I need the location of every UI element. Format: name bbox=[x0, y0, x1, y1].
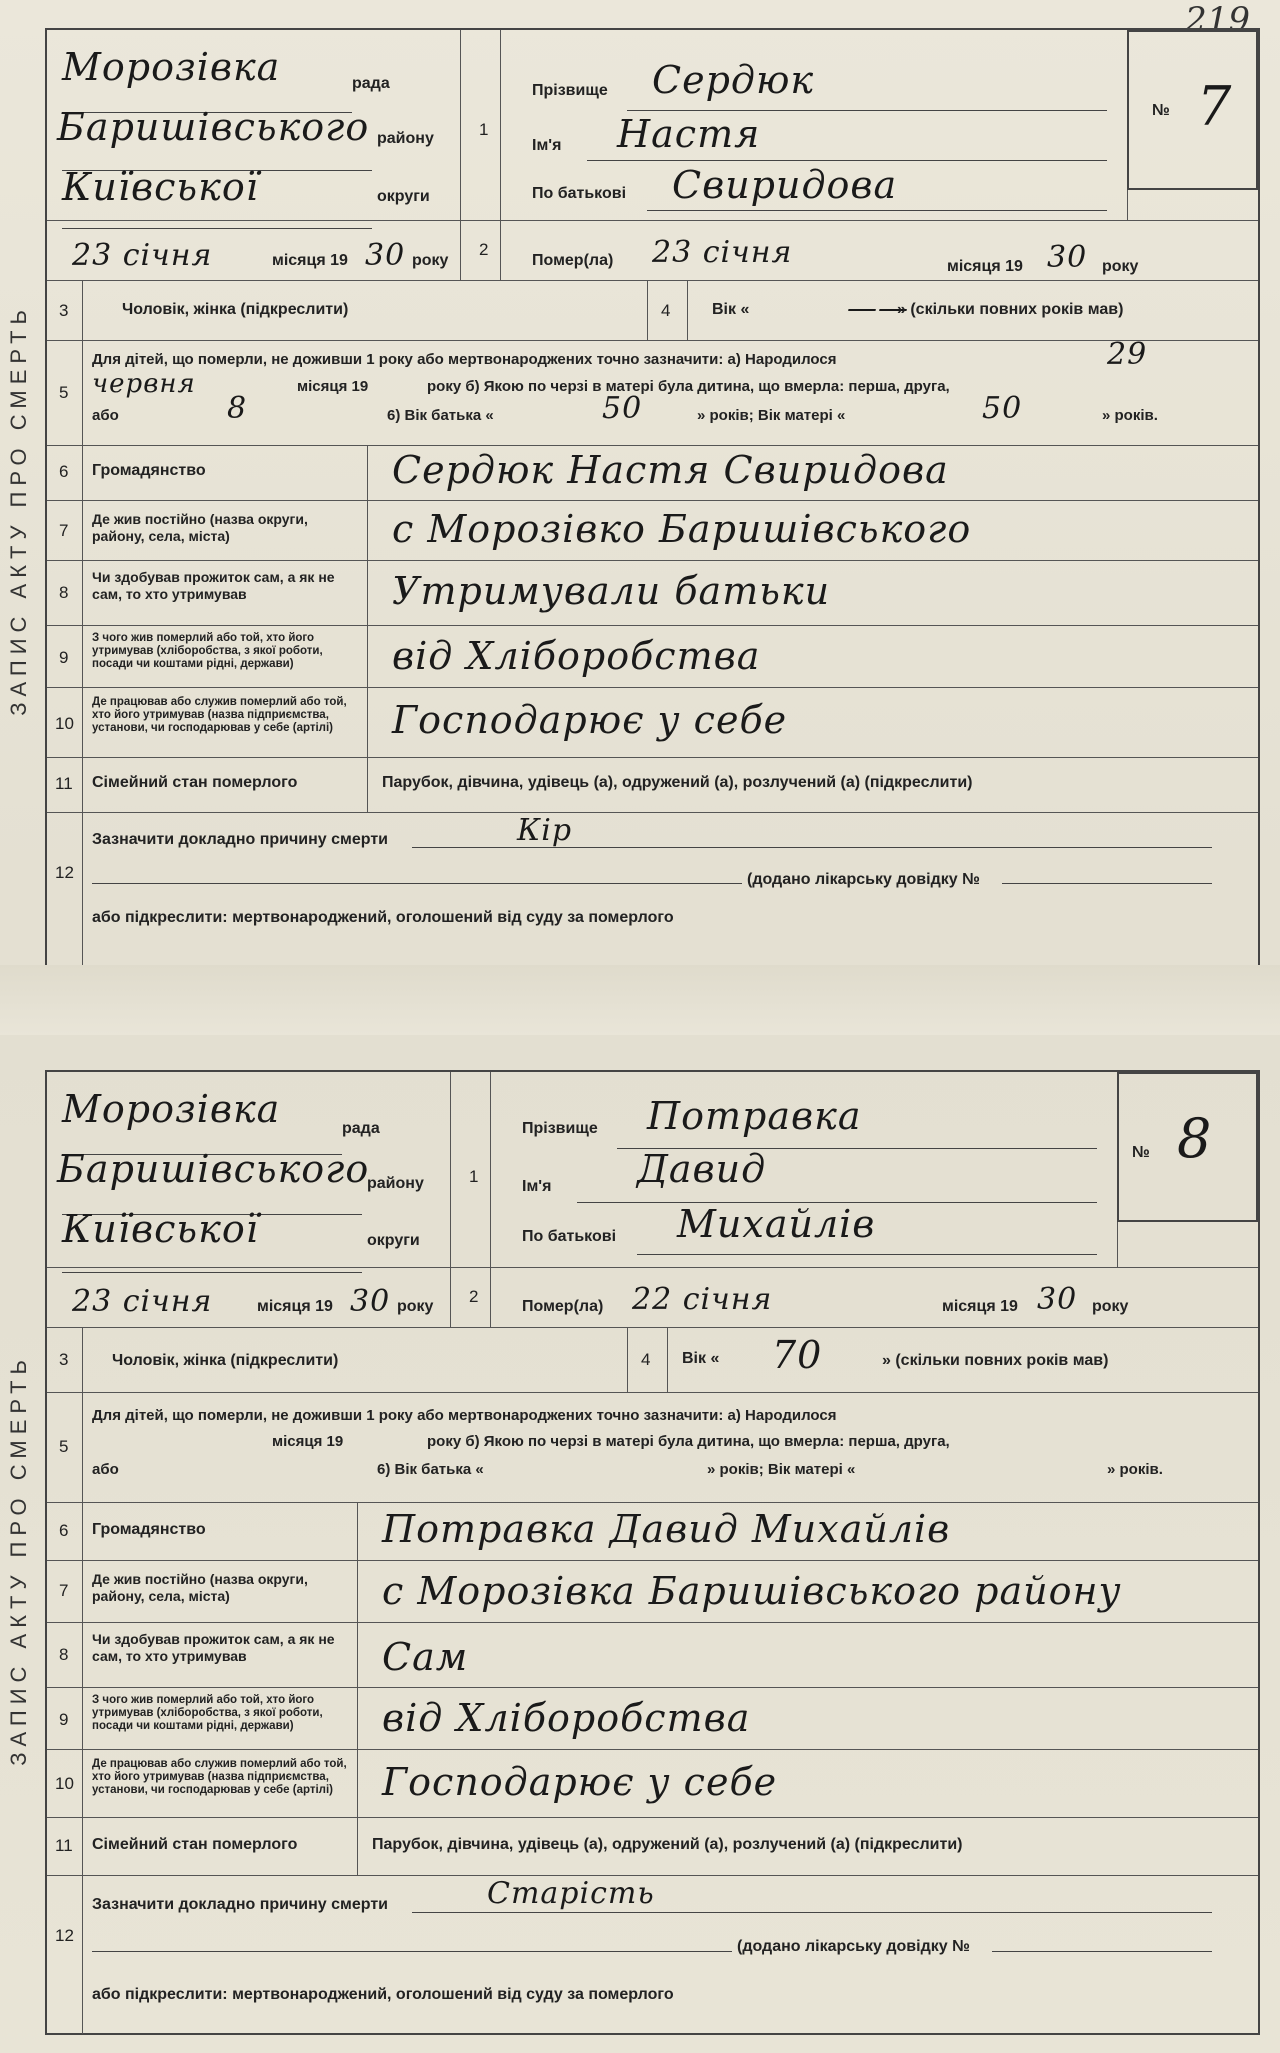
support-hw-2: Сам bbox=[382, 1635, 469, 1679]
death-roku-label: року bbox=[1102, 258, 1139, 275]
age-hw: —— bbox=[847, 291, 909, 326]
surname-hw: Сердюк bbox=[652, 58, 815, 102]
children-line3c-2: » років; Вік матері « bbox=[707, 1461, 856, 1478]
reg-year-hw-2: 30 bbox=[350, 1284, 391, 1319]
z-choho-label: З чого жив померлий або той, хто його утримував (хліборобства, з якої роботи, посади чи коштами рідні, держави) bbox=[92, 632, 323, 670]
death-date-hw: 23 січня bbox=[652, 235, 793, 270]
residence-hw: с Морозівко Баришівського bbox=[392, 507, 972, 551]
children-line2b-2: року б) Якою по черзі в матері була дитина, що вмерла: перша, друга, bbox=[427, 1433, 950, 1450]
children-line3c: » років; Вік матері « bbox=[697, 407, 846, 424]
chy-zdobuvav-label: Чи здобував прожиток сам, а як не сам, то хто утримував bbox=[92, 569, 335, 602]
death-record-7: 1 2 Морозівка рада Баришівського району Київської округи 23 січня місяця 19 30 року Прізвище Сердюк Ім'я Настя По батькові Свиридова № 7 Помер(ла) 23 січня місяця 19 30 року 3 Чоловік, жінка (підкреслити) 4 Вік « —— » (скільки повних років мав) 5 Для дітей, що померли, не доживши 1 року або мертвонароджених точно зазначити: а) Народилося 29 червня місяця 19 року б) Якою по черзі в матері була дитина, що вмерла: перша, друга, або 8 6) Вік батька « 50 » років; Вік матері « 50 » років. 6 Громадянство Сердюк Настя Свиридова 7 Де жив постійно (назва округи, району, села, міста) с Морозівко Баришівського 8 Чи здобував прожиток сам, а як не сам, то хто утримував Утримували батьки 9 З чого жив померлий або той, хто його утримував (хліборобства, з якої роботи, посади чи коштами рідні, держави) від Хліборобства 10 Де працював або служив померлий або той, хто його утримував (назва підприємства, установи, чи господарював у себе (артілі) Господарює у себе 11 Сімейний стан померлого Парубок, дівчина, удівець (а), одружений (а), розлучений (а) (підкреслити) 12 Зазначити докладно причину смерти Кір (додано лікарську довідку № або підкреслити: мертвонароджений, оголошений від суду за померлого bbox=[45, 28, 1260, 968]
support-hw: Утримували батьки bbox=[392, 569, 831, 613]
record-separator bbox=[0, 965, 1280, 1035]
citizenship-hw-2: Потравка Давид Михайлів bbox=[382, 1507, 951, 1551]
death-misyatsya-label: місяця 19 bbox=[947, 258, 1023, 275]
cause-hw: Кір bbox=[517, 813, 573, 848]
death-misyatsya-label-2: місяця 19 bbox=[942, 1298, 1018, 1315]
children-line3a-2: або bbox=[92, 1461, 119, 1478]
imya-label-2: Ім'я bbox=[522, 1178, 552, 1195]
record-number-hw-2: 8 bbox=[1177, 1107, 1213, 1170]
de-pratsyuvav-label-2: Де працював або служив померлий або той, хто його утримував (назва підприємства, установи, чи господарював у себе (артілі) bbox=[92, 1758, 347, 1796]
village-hw-2: Морозівка bbox=[62, 1087, 281, 1131]
record-number-hw: 7 bbox=[1197, 75, 1233, 138]
folio-number: 219 bbox=[1185, 0, 1250, 40]
okrugy-label-2: округи bbox=[367, 1232, 420, 1249]
prizvyshche-label: Прізвище bbox=[532, 82, 608, 99]
side-title-text-2: ЗАПИС АКТУ ПРО СМЕРТЬ bbox=[6, 1354, 31, 1766]
children-line3d: » років. bbox=[1102, 407, 1158, 424]
no-label-2: № bbox=[1132, 1144, 1150, 1161]
vik-tail-label: » (скільки повних років мав) bbox=[897, 301, 1124, 318]
children-line2a-2: місяця 19 bbox=[272, 1433, 344, 1450]
de-zhyv-label-2: Де жив постійно (назва округи, району, села, міста) bbox=[92, 1571, 308, 1604]
dovidka-label: (додано лікарську довідку № bbox=[747, 871, 980, 888]
children-line3a: або bbox=[92, 407, 119, 424]
district-hw-2: Баришівського bbox=[57, 1147, 370, 1191]
abo-label: або підкреслити: мертвонароджений, оголошений від суду за померлого bbox=[92, 909, 674, 926]
rada-label-2: рада bbox=[342, 1120, 380, 1137]
cause-hw-2: Старість bbox=[487, 1876, 655, 1911]
death-date-hw-2: 22 січня bbox=[632, 1282, 773, 1317]
residence-hw-2: с Морозівка Баришівського району bbox=[382, 1569, 1122, 1613]
cholovik-label-2: Чоловік, жінка (підкреслити) bbox=[112, 1352, 339, 1369]
village-hw: Морозівка bbox=[62, 45, 281, 89]
reg-date-hw: 23 січня bbox=[72, 238, 213, 273]
children-line3b-2: 6) Вік батька « bbox=[377, 1461, 484, 1478]
z-choho-label-2: З чого жив померлий або той, хто його утримував (хліборобства, з якої роботи, посади чи коштами рідні, держави) bbox=[92, 1694, 323, 1732]
vik-tail-label-2: » (скільки повних років мав) bbox=[882, 1352, 1109, 1369]
citizenship-hw: Сердюк Настя Свиридова bbox=[392, 448, 949, 492]
side-title-1 bbox=[0, 200, 38, 820]
children-line3d-2: » років. bbox=[1107, 1461, 1163, 1478]
po-batkovi-label-2: По батькові bbox=[522, 1228, 617, 1245]
prychyna-label: Зазначити докладно причину смерти bbox=[92, 831, 388, 848]
patronymic-hw-2: Михайлів bbox=[677, 1202, 876, 1246]
order-hw: 8 bbox=[227, 391, 248, 426]
misyatsya-label: місяця 19 bbox=[272, 252, 348, 269]
vik-label: Вік « bbox=[712, 301, 750, 318]
prychyna-label-2: Зазначити докладно причину смерти bbox=[92, 1896, 388, 1913]
simeynyi-options-2: Парубок, дівчина, удівець (а), одружений (а), розлучений (а) (підкреслити) bbox=[372, 1836, 963, 1853]
children-line1-2: Для дітей, що померли, не доживши 1 року або мертвонароджених точно зазначити: а) Народилося bbox=[92, 1407, 837, 1424]
work-hw: Господарює у себе bbox=[392, 698, 788, 742]
rayonu-label-2: району bbox=[367, 1175, 424, 1192]
death-year-hw: 30 bbox=[1047, 240, 1088, 275]
source-hw: від Хліборобства bbox=[392, 634, 761, 678]
pomer-label: Помер(ла) bbox=[532, 252, 614, 269]
side-title-2 bbox=[0, 1250, 38, 1870]
vik-label-2: Вік « bbox=[682, 1350, 720, 1367]
name-hw-2: Давид bbox=[637, 1147, 767, 1191]
side-title-text: ЗАПИС АКТУ ПРО СМЕРТЬ bbox=[6, 304, 31, 716]
okruha-hw: Київської bbox=[62, 165, 259, 209]
imya-label: Ім'я bbox=[532, 137, 562, 154]
surname-hw-2: Потравка bbox=[647, 1094, 862, 1138]
death-record-8: 1 2 Морозівка рада Баришівського району Київської округи 23 січня місяця 19 30 року Прізвище Потравка Ім'я Давид По батькові Михайлів № 8 Помер(ла) 22 січня місяця 19 30 року 3 Чоловік, жінка (підкреслити) 4 Вік « 70 » (скільки повних років мав) 5 Для дітей, що померли, не доживши 1 року або мертвонароджених точно зазначити: а) Народилося місяця 19 року б) Якою по черзі в матері була дитина, що вмерла: перша, друга, або 6) Вік батька « » років; Вік матері « » років. 6 Громадянство Потравка Давид Михайлів 7 Де жив постійно (назва округи, району, села, міста) с Морозівка Баришівського району 8 Чи здобував прожиток сам, а як не сам, то хто утримував Сам 9 З чого жив померлий або той, хто його утримував (хліборобства, з якої роботи, посади чи коштами рідні, держави) від Хліборобства 10 Де працював або служив померлий або той, хто його утримував (назва підприємства, установи, чи господарював у себе (артілі) Господарює у себе 11 Сімейний стан померлого Парубок, дівчина, удівець (а), одружений (а), розлучений (а) (підкреслити) 12 Зазначити докладно причину смерти Старість (додано лікарську довідку № або підкреслити: мертвонароджений, оголошений від суду за померлого bbox=[45, 1070, 1260, 2035]
po-batkovi-label: По батькові bbox=[532, 185, 627, 202]
pomer-label-2: Помер(ла) bbox=[522, 1298, 604, 1315]
born-day-hw: 29 bbox=[1107, 337, 1148, 372]
roku-label-2: року bbox=[397, 1298, 434, 1315]
death-roku-label-2: року bbox=[1092, 1298, 1129, 1315]
simeynyi-options: Парубок, дівчина, удівець (а), одружений (а), розлучений (а) (підкреслити) bbox=[382, 774, 973, 791]
de-zhyv-label: Де жив постійно (назва округи, району, села, міста) bbox=[92, 511, 308, 544]
born-month-hw: червня bbox=[92, 369, 196, 399]
simeynyi-stan-label: Сімейний стан померлого bbox=[92, 774, 298, 791]
children-line3b: 6) Вік батька « bbox=[387, 407, 494, 424]
chy-zdobuvav-label-2: Чи здобував прожиток сам, а як не сам, то хто утримував bbox=[92, 1631, 335, 1664]
death-year-hw-2: 30 bbox=[1037, 1282, 1078, 1317]
okrugy-label: округи bbox=[377, 188, 430, 205]
reg-year-hw: 30 bbox=[365, 238, 406, 273]
mother-age-hw: 50 bbox=[982, 391, 1023, 426]
rayonu-label: району bbox=[377, 130, 434, 147]
work-hw-2: Господарює у себе bbox=[382, 1760, 778, 1804]
dovidka-label-2: (додано лікарську довідку № bbox=[737, 1938, 970, 1955]
hromadyanstvo-label: Громадянство bbox=[92, 462, 206, 479]
roku-label: року bbox=[412, 252, 449, 269]
de-pratsyuvav-label: Де працював або служив померлий або той, хто його утримував (назва підприємства, установи, чи господарював у себе (артілі) bbox=[92, 696, 347, 734]
no-label: № bbox=[1152, 102, 1170, 119]
okruha-hw-2: Київської bbox=[62, 1207, 259, 1251]
source-hw-2: від Хліборобства bbox=[382, 1696, 751, 1740]
children-line1: Для дітей, що померли, не доживши 1 року або мертвонароджених точно зазначити: а) Народилося bbox=[92, 351, 837, 368]
reg-date-hw-2: 23 січня bbox=[72, 1284, 213, 1319]
misyatsya-label-2: місяця 19 bbox=[257, 1298, 333, 1315]
rada-label: рада bbox=[352, 75, 390, 92]
abo-label-2: або підкреслити: мертвонароджений, оголошений від суду за померлого bbox=[92, 1986, 674, 2003]
cholovik-label: Чоловік, жінка (підкреслити) bbox=[122, 301, 349, 318]
father-age-hw: 50 bbox=[602, 391, 643, 426]
age-hw-2: 70 bbox=[772, 1333, 823, 1377]
patronymic-hw: Свиридова bbox=[672, 163, 898, 207]
name-hw: Настя bbox=[617, 112, 761, 156]
hromadyanstvo-label-2: Громадянство bbox=[92, 1521, 206, 1538]
prizvyshche-label-2: Прізвище bbox=[522, 1120, 598, 1137]
children-line2a: місяця 19 bbox=[297, 378, 369, 395]
children-line2b: року б) Якою по черзі в матері була дитина, що вмерла: перша, друга, bbox=[427, 378, 950, 395]
simeynyi-stan-label-2: Сімейний стан померлого bbox=[92, 1836, 298, 1853]
district-hw: Баришівського bbox=[57, 105, 370, 149]
